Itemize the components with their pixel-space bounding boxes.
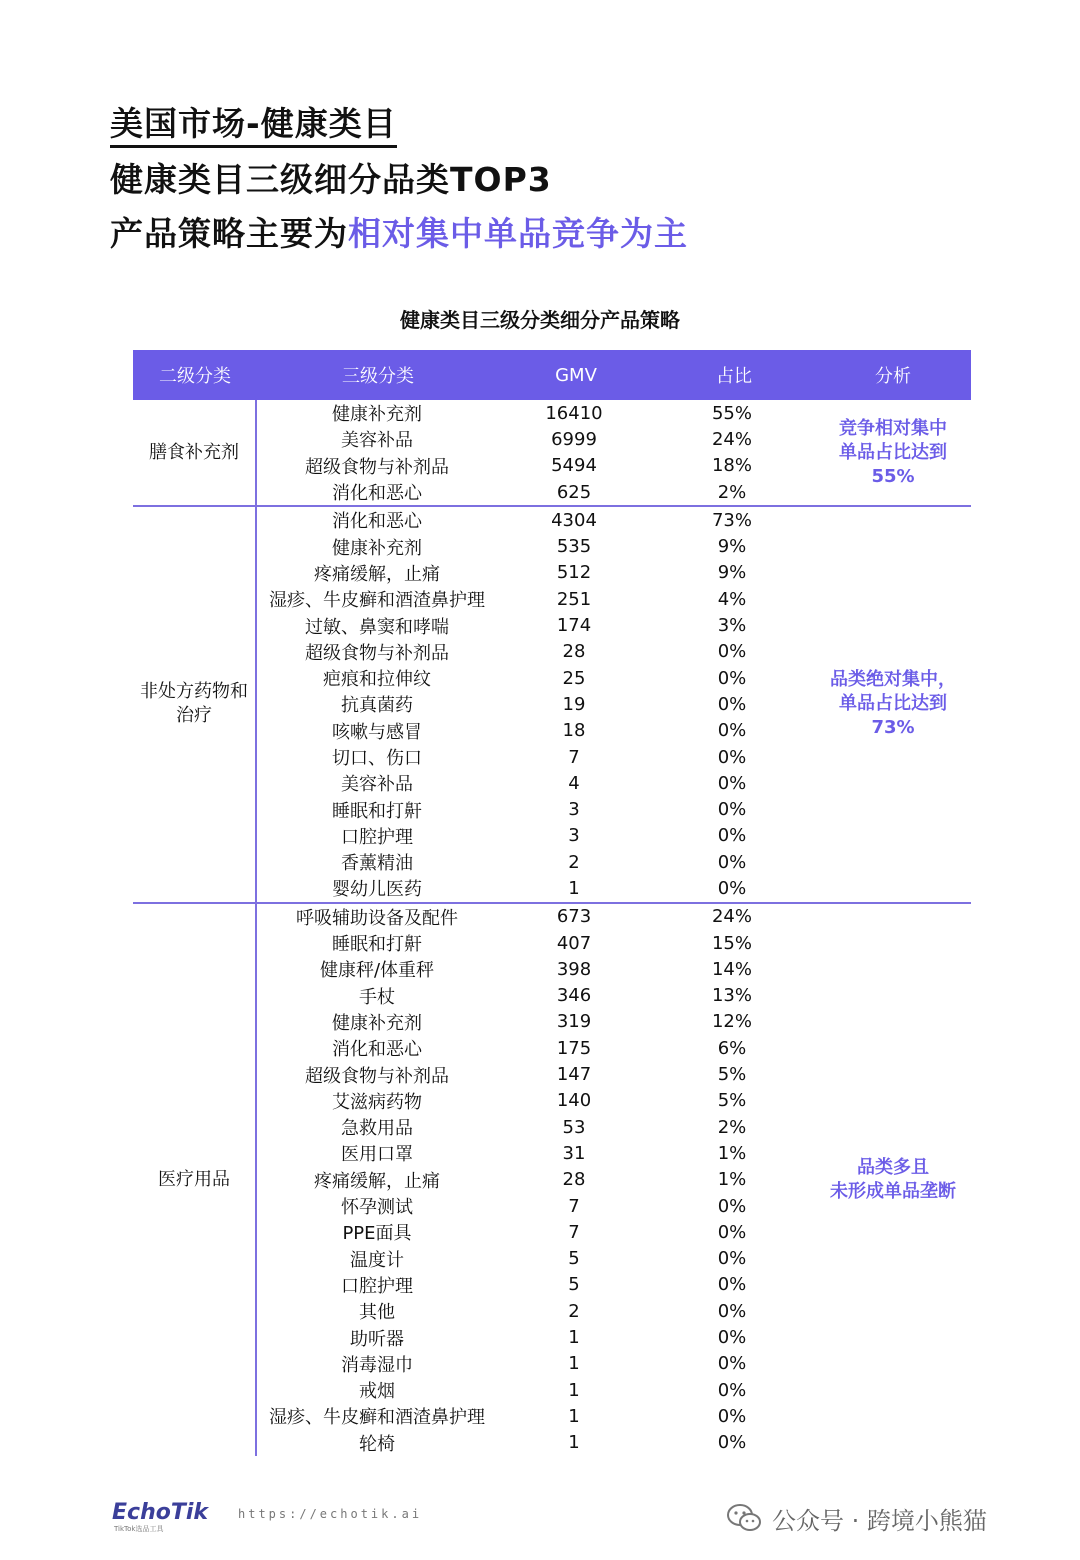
level3-category: 过敏、鼻窦和哮喘: [305, 616, 449, 638]
column-header-gmv: GMV: [555, 364, 597, 386]
table-row: [257, 1377, 815, 1403]
level3-category: PPE面具: [342, 1223, 412, 1245]
table-row: [257, 560, 815, 586]
gmv-value: 5: [568, 1274, 580, 1296]
table-row: [257, 507, 815, 533]
share-value: 12%: [711, 1011, 752, 1033]
wechat-icon: [726, 1503, 762, 1533]
share-value: 3%: [717, 615, 747, 637]
table-row: [257, 1035, 815, 1061]
table-row: [257, 691, 815, 717]
gmv-value: 407: [556, 932, 592, 954]
level3-category: 咳嗽与感冒: [332, 721, 422, 743]
table-row: [257, 956, 815, 982]
share-value: 0%: [717, 851, 747, 873]
share-value: 9%: [717, 536, 747, 558]
gmv-value: 346: [556, 985, 592, 1007]
table-row: [257, 1193, 815, 1219]
share-value: 0%: [717, 1274, 747, 1296]
gmv-value: 28: [562, 641, 586, 663]
gmv-value: 3: [568, 825, 580, 847]
table-row: [257, 400, 815, 426]
level3-category: 美容补品: [341, 774, 413, 796]
level3-category: 怀孕测试: [341, 1197, 413, 1219]
table-row: [257, 1088, 815, 1114]
gmv-value: 19: [562, 693, 586, 715]
share-value: 0%: [717, 799, 747, 821]
gmv-value: 174: [556, 615, 592, 637]
share-value: 1%: [717, 1169, 747, 1191]
wechat-watermark: [726, 1498, 987, 1538]
share-value: 13%: [711, 985, 752, 1007]
gmv-value: 7: [568, 746, 580, 768]
level3-category: 温度计: [350, 1249, 404, 1271]
share-value: 0%: [717, 693, 747, 715]
share-value: 0%: [717, 746, 747, 768]
gmv-value: 535: [556, 536, 592, 558]
level3-category: 抗真菌药: [341, 695, 413, 717]
table-row: [257, 770, 815, 796]
table-group: [133, 507, 971, 903]
share-value: 0%: [717, 1327, 747, 1349]
analysis-note: 品类多且 未形成单品垄断: [830, 1156, 956, 1202]
gmv-value: 53: [562, 1116, 586, 1138]
gmv-value: 1: [568, 1405, 580, 1427]
column-header-level2: 二级分类: [159, 366, 231, 387]
level3-category: 呼吸辅助设备及配件: [296, 907, 458, 929]
share-value: 0%: [717, 1248, 747, 1270]
gmv-value: 1: [568, 1379, 580, 1401]
level3-category: 健康秤/体重秤: [319, 960, 435, 982]
table-row: [257, 1009, 815, 1035]
gmv-value: 5: [568, 1248, 580, 1270]
headline-strategy-accent: 相对集中单品竞争为主: [348, 214, 688, 253]
headline-subtitle: 健康类目三级细分品类TOP3: [110, 160, 552, 199]
share-value: 0%: [717, 1405, 747, 1427]
table-row: [257, 479, 815, 505]
level3-category: 切口、伤口: [332, 748, 422, 769]
level3-category: 疼痛缓解，止痛: [314, 563, 440, 585]
gmv-value: 25: [562, 667, 586, 689]
strategy-table: [133, 350, 971, 1456]
share-value: 5%: [717, 1064, 747, 1086]
level3-category: 手杖: [359, 986, 395, 1008]
wechat-label: 公众号 · 跨境小熊猫: [772, 1506, 987, 1535]
table-row: [257, 1272, 815, 1298]
table-row: [257, 875, 815, 901]
table-row: [257, 1298, 815, 1324]
table-row: [257, 849, 815, 875]
share-value: 0%: [717, 1300, 747, 1322]
gmv-value: 7: [568, 1195, 580, 1217]
share-value: 0%: [717, 1353, 747, 1375]
level2-category: 膳食补充剂: [133, 400, 257, 505]
share-value: 2%: [717, 481, 747, 503]
level3-category: 口腔护理: [341, 1275, 413, 1297]
table-row: [257, 1430, 815, 1456]
level3-category: 消化和恶心: [332, 483, 422, 505]
level3-category: 疼痛缓解，止痛: [314, 1170, 440, 1192]
share-value: 0%: [717, 1432, 747, 1454]
share-value: 0%: [717, 1379, 747, 1401]
gmv-value: 2: [568, 851, 580, 873]
footer-url: https://echotik.ai: [238, 1507, 423, 1521]
gmv-value: 140: [556, 1090, 592, 1112]
analysis-note: 竞争相对集中 单品占比达到 55%: [839, 417, 947, 487]
level3-category: 湿疹、牛皮癣和酒渣鼻护理: [269, 1407, 485, 1429]
share-value: 73%: [711, 509, 752, 531]
table-row: [257, 586, 815, 612]
table-row: [257, 930, 815, 956]
table-header: [133, 350, 971, 400]
share-value: 24%: [711, 906, 752, 928]
echotik-logo-subtitle: TikTok选品工具: [114, 1525, 164, 1533]
gmv-value: 2: [568, 1300, 580, 1322]
table-row: [257, 1114, 815, 1140]
table-row: [257, 665, 815, 691]
share-value: 0%: [717, 772, 747, 794]
table-row: [257, 718, 815, 744]
level3-category: 疤痕和拉伸纹: [323, 669, 431, 691]
level3-category: 超级食物与补剂品: [305, 642, 449, 664]
table-row: [257, 1140, 815, 1166]
headline-strategy-prefix: 产品策略主要为: [110, 214, 348, 253]
table-row: [257, 1351, 815, 1377]
table-row: [257, 612, 815, 638]
level3-category: 急救用品: [341, 1118, 413, 1140]
level3-category: 超级食物与补剂品: [305, 1065, 449, 1087]
level3-category: 消毒湿巾: [341, 1354, 413, 1376]
level3-category: 消化和恶心: [332, 1039, 422, 1061]
level3-category: 戒烟: [359, 1381, 395, 1403]
gmv-value: 18: [562, 720, 586, 742]
table-title: 健康类目三级分类细分产品策略: [400, 308, 680, 332]
table-row: [257, 1061, 815, 1087]
table-row: [257, 744, 815, 770]
headline-strategy: [110, 214, 688, 254]
gmv-value: 7: [568, 1221, 580, 1243]
gmv-value: 16410: [545, 402, 603, 424]
level3-category: 健康补充剂: [332, 1012, 422, 1034]
share-value: 5%: [717, 1090, 747, 1112]
gmv-value: 1: [568, 877, 580, 899]
level3-category: 湿疹、牛皮癣和酒渣鼻护理: [269, 590, 485, 612]
level3-category: 口腔护理: [341, 826, 413, 848]
table-row: [257, 639, 815, 665]
column-header-share: 占比: [716, 366, 752, 387]
gmv-value: 4304: [551, 509, 597, 531]
table-row: [257, 1219, 815, 1245]
group-rows: [257, 400, 815, 505]
gmv-value: 3: [568, 799, 580, 821]
table-row: [257, 1324, 815, 1350]
gmv-value: 1: [568, 1327, 580, 1349]
gmv-value: 673: [556, 906, 592, 928]
level3-category: 香薰精油: [341, 853, 413, 875]
gmv-value: 28: [562, 1169, 586, 1191]
table-row: [257, 1167, 815, 1193]
table-row: [257, 426, 815, 452]
group-rows: [257, 904, 815, 1456]
share-value: 0%: [717, 1195, 747, 1217]
share-value: 55%: [711, 402, 752, 424]
table-row: [257, 1246, 815, 1272]
level3-category: 助听器: [350, 1328, 404, 1350]
table-row: [257, 904, 815, 930]
level3-category: 超级食物与补剂品: [305, 456, 449, 478]
headline-market-text: 美国市场-健康类目: [110, 104, 397, 148]
gmv-value: 4: [568, 772, 580, 794]
level3-category: 美容补品: [341, 430, 413, 452]
gmv-value: 5494: [551, 455, 597, 477]
gmv-value: 175: [556, 1037, 592, 1059]
share-value: 6%: [717, 1037, 747, 1059]
column-header-analysis: 分析: [875, 366, 911, 387]
table-body: [133, 400, 971, 1456]
share-value: 0%: [717, 720, 747, 742]
table-group: [133, 904, 971, 1456]
share-value: 1%: [717, 1142, 747, 1164]
share-value: 14%: [711, 958, 752, 980]
level3-category: 睡眠和打鼾: [332, 934, 422, 956]
level3-category: 艾滋病药物: [332, 1091, 422, 1113]
share-value: 0%: [717, 641, 747, 663]
gmv-value: 1: [568, 1432, 580, 1454]
table-row: [257, 1403, 815, 1429]
table-row: [257, 983, 815, 1009]
table-group: [133, 400, 971, 507]
gmv-value: 6999: [551, 428, 597, 450]
table-row: [257, 796, 815, 822]
level2-category: 非处方药物和治疗: [133, 507, 257, 901]
analysis-note: 品类绝对集中， 单品占比达到 73%: [830, 669, 956, 739]
level3-category: 轮椅: [359, 1433, 395, 1455]
level3-category: 健康补充剂: [332, 404, 422, 426]
table-row: [257, 823, 815, 849]
share-value: 4%: [717, 588, 747, 610]
level3-category: 消化和恶心: [332, 511, 422, 533]
echotik-logo: EchoTik: [112, 1500, 209, 1525]
share-value: 18%: [711, 455, 752, 477]
gmv-value: 625: [556, 481, 592, 503]
column-header-level3: 三级分类: [342, 366, 414, 387]
group-rows: [257, 507, 815, 901]
level3-category: 睡眠和打鼾: [332, 800, 422, 822]
gmv-value: 1: [568, 1353, 580, 1375]
gmv-value: 398: [556, 958, 592, 980]
gmv-value: 512: [556, 562, 592, 584]
level3-category: 婴幼儿医药: [332, 879, 422, 901]
gmv-value: 319: [556, 1011, 592, 1033]
gmv-value: 251: [556, 588, 592, 610]
gmv-value: 31: [562, 1142, 586, 1164]
table-row: [257, 453, 815, 479]
level2-category: 医疗用品: [133, 904, 257, 1456]
share-value: 0%: [717, 1221, 747, 1243]
headline-market: [110, 104, 397, 144]
share-value: 0%: [717, 825, 747, 847]
gmv-value: 147: [556, 1064, 592, 1086]
share-value: 24%: [711, 428, 752, 450]
level3-category: 其他: [359, 1302, 395, 1324]
share-value: 0%: [717, 667, 747, 689]
level3-category: 医用口罩: [341, 1144, 413, 1166]
level3-category: 健康补充剂: [332, 537, 422, 559]
table-row: [257, 533, 815, 559]
share-value: 2%: [717, 1116, 747, 1138]
share-value: 9%: [717, 562, 747, 584]
share-value: 0%: [717, 877, 747, 899]
share-value: 15%: [711, 932, 752, 954]
